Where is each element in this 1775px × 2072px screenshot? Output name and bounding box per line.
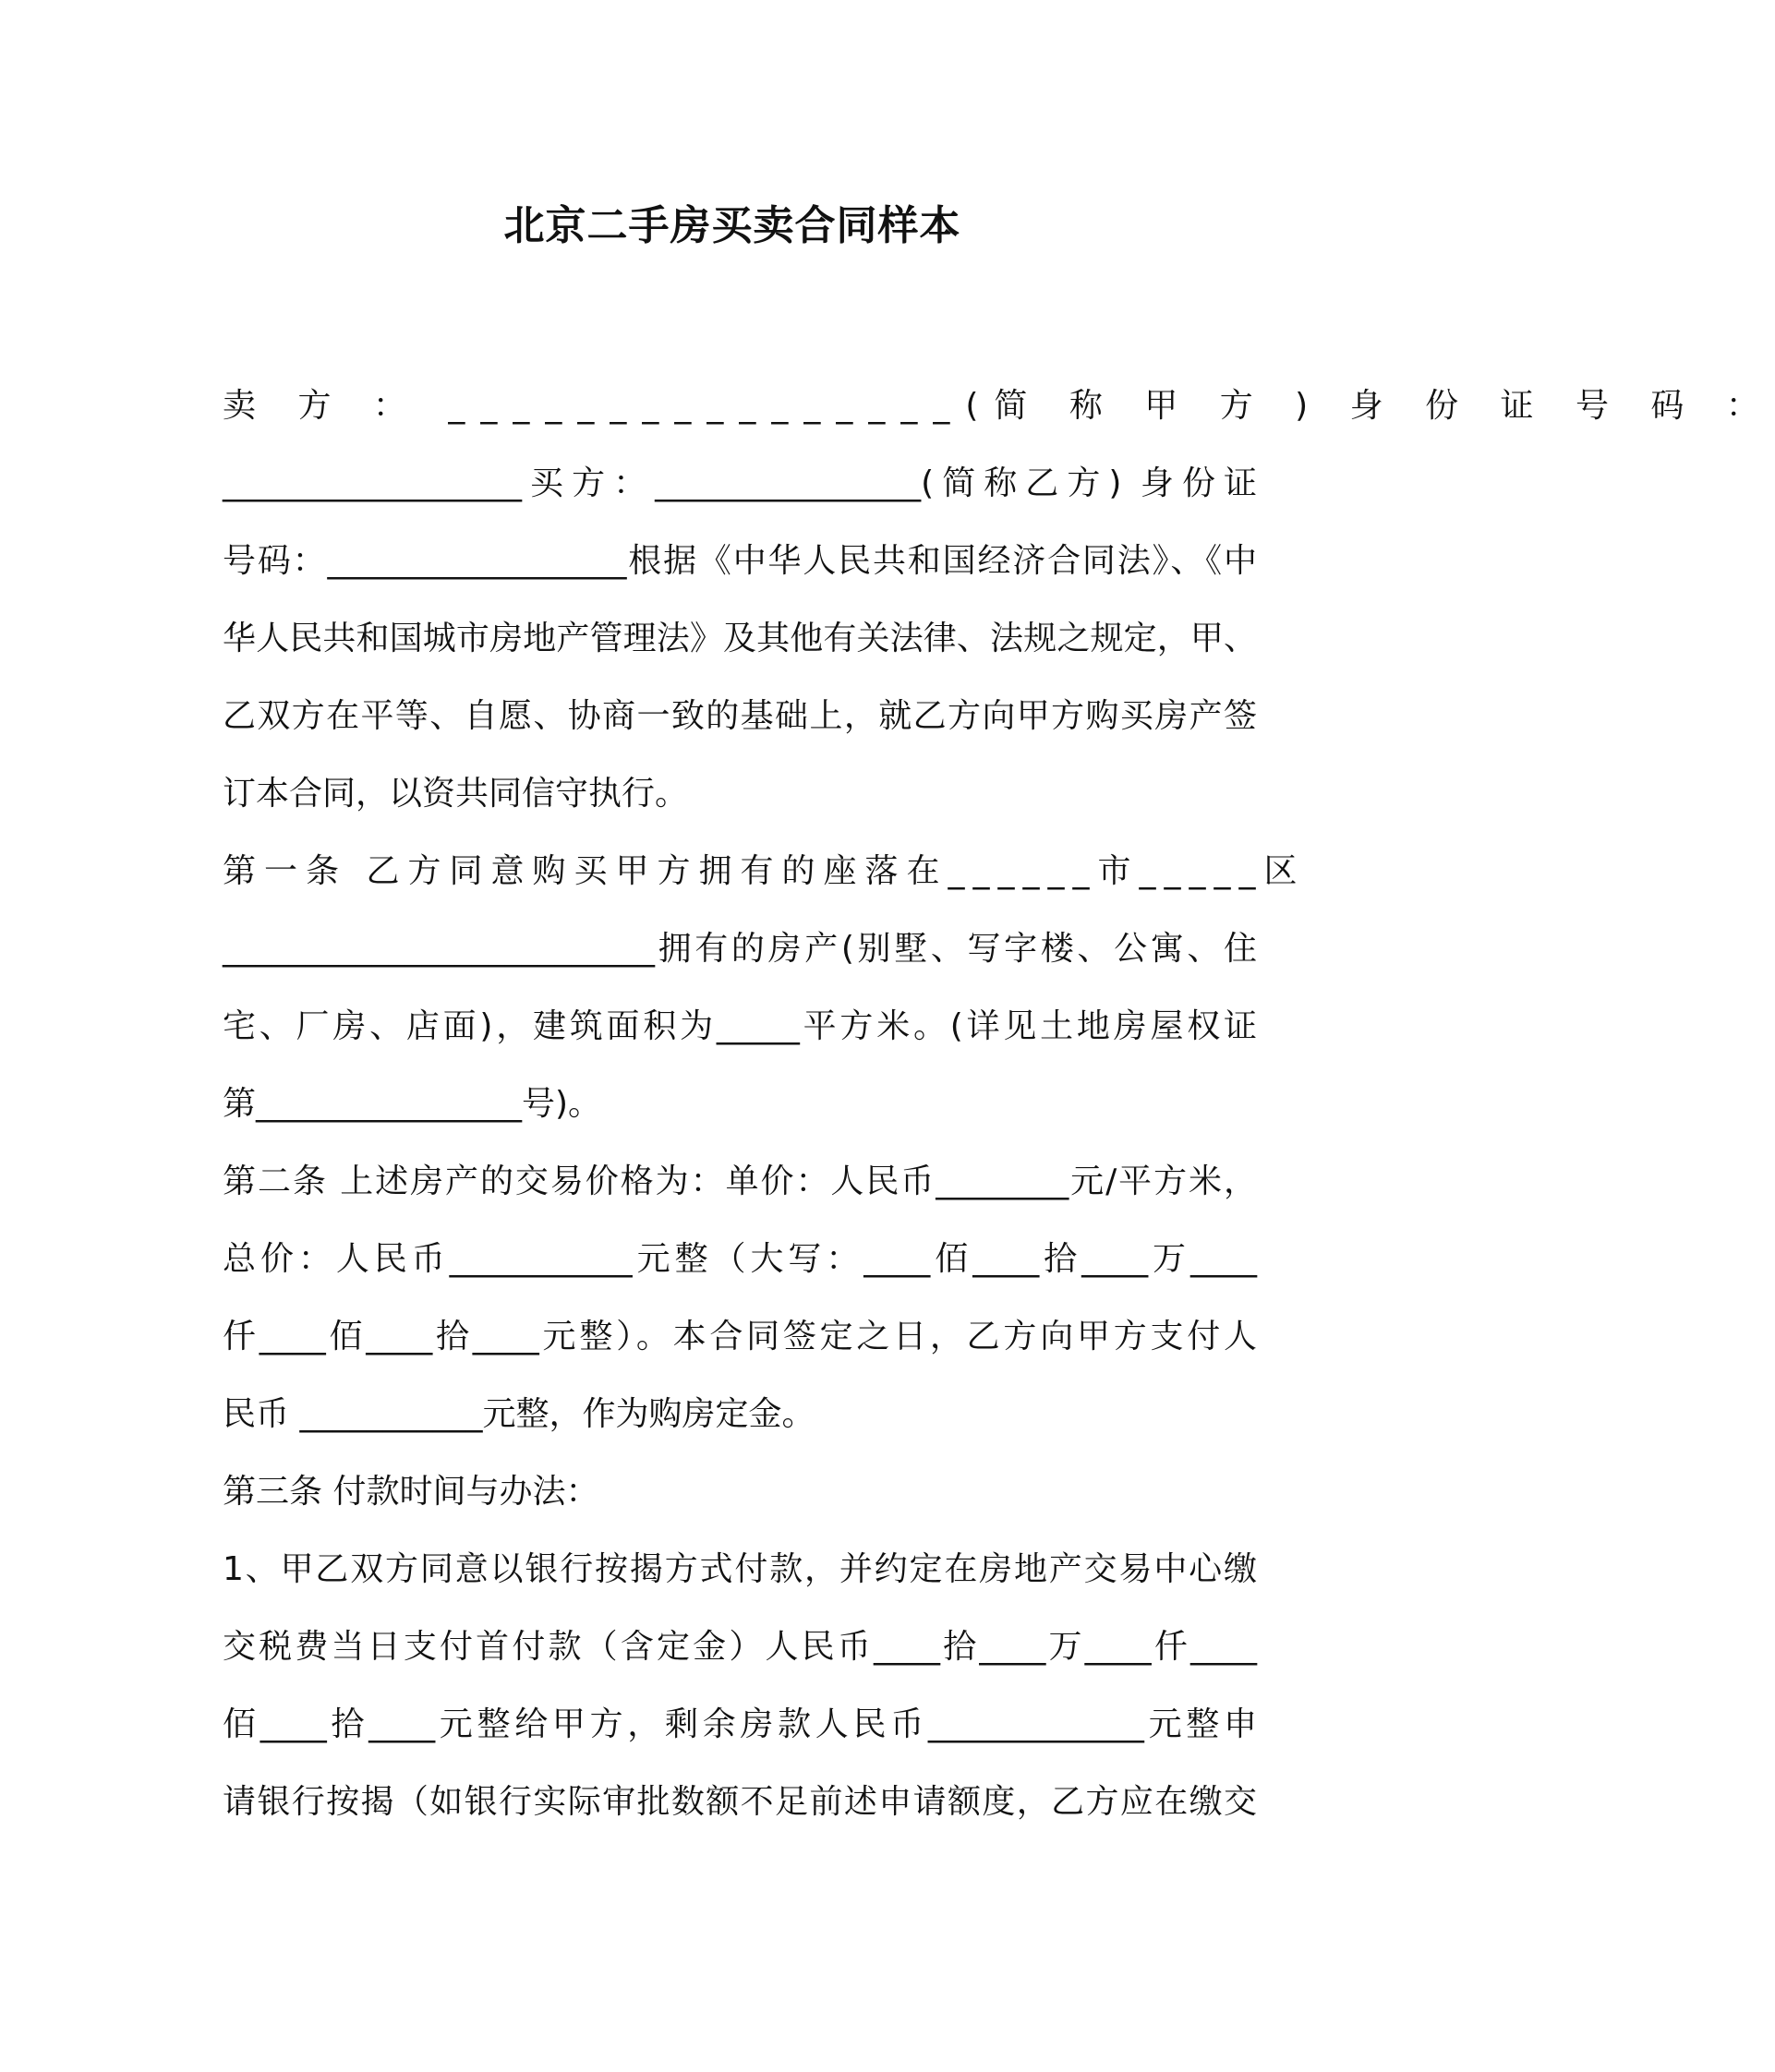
article-heading-line: 第二条 上述房产的交易价格为：单价：人民币________元/平方米， — [223, 1162, 1257, 1200]
paragraph-line: 仟____佰____拾____元整）。本合同签定之日，乙方向甲方支付人 — [223, 1318, 1257, 1355]
paragraph-line: 订本合同，以资共同信守执行。 — [223, 775, 689, 813]
paragraph-line: 第________________号)。 — [223, 1085, 602, 1123]
paragraph-line: 卖 方 ： ________________(简 称 甲 方 ) 身 份 证 号 码 ： — [223, 387, 1775, 425]
article-heading-line: 第一条 乙方同意购买甲方拥有的座落在______市_____区 — [223, 852, 1306, 890]
paragraph-line: 宅、厂房、店面)，建筑面积为_____平方米。(详见土地房屋权证 — [223, 1007, 1257, 1045]
paragraph-line: 民币 ___________元整，作为购房定金。 — [223, 1395, 815, 1433]
paragraph-line: 请银行按揭（如银行实际审批数额不足前述申请额度，乙方应在缴交 — [223, 1783, 1257, 1821]
document-title: 北京二手房买卖合同样本 — [503, 202, 961, 249]
paragraph-line: 华人民共和国城市房地产管理法》及其他有关法律、法规之规定，甲、 — [223, 620, 1257, 657]
paragraph-line: 1、甲乙双方同意以银行按揭方式付款，并约定在房地产交易中心缴 — [223, 1550, 1257, 1588]
paragraph-line: 乙双方在平等、自愿、协商一致的基础上，就乙方向甲方购买房产签 — [223, 697, 1257, 735]
paragraph-line: __________________________拥有的房产(别墅、写字楼、公寓、住 — [223, 930, 1257, 968]
paragraph-line: 交税费当日支付首付款（含定金）人民币____拾____万____仟____ — [223, 1628, 1257, 1666]
paragraph-line: __________________买方：________________(简称乙方) 身份证 — [223, 464, 1257, 502]
article-heading-line: 第三条 付款时间与办法： — [223, 1473, 599, 1511]
paragraph-line: 佰____拾____元整给甲方，剩余房款人民币_____________元整申 — [223, 1705, 1257, 1743]
paragraph-line: 号码：__________________根据《中华人民共和国经济合同法》、《中 — [223, 542, 1257, 580]
paragraph-line: 总价：人民币___________元整（大写：____佰____拾____万____ — [223, 1240, 1257, 1278]
